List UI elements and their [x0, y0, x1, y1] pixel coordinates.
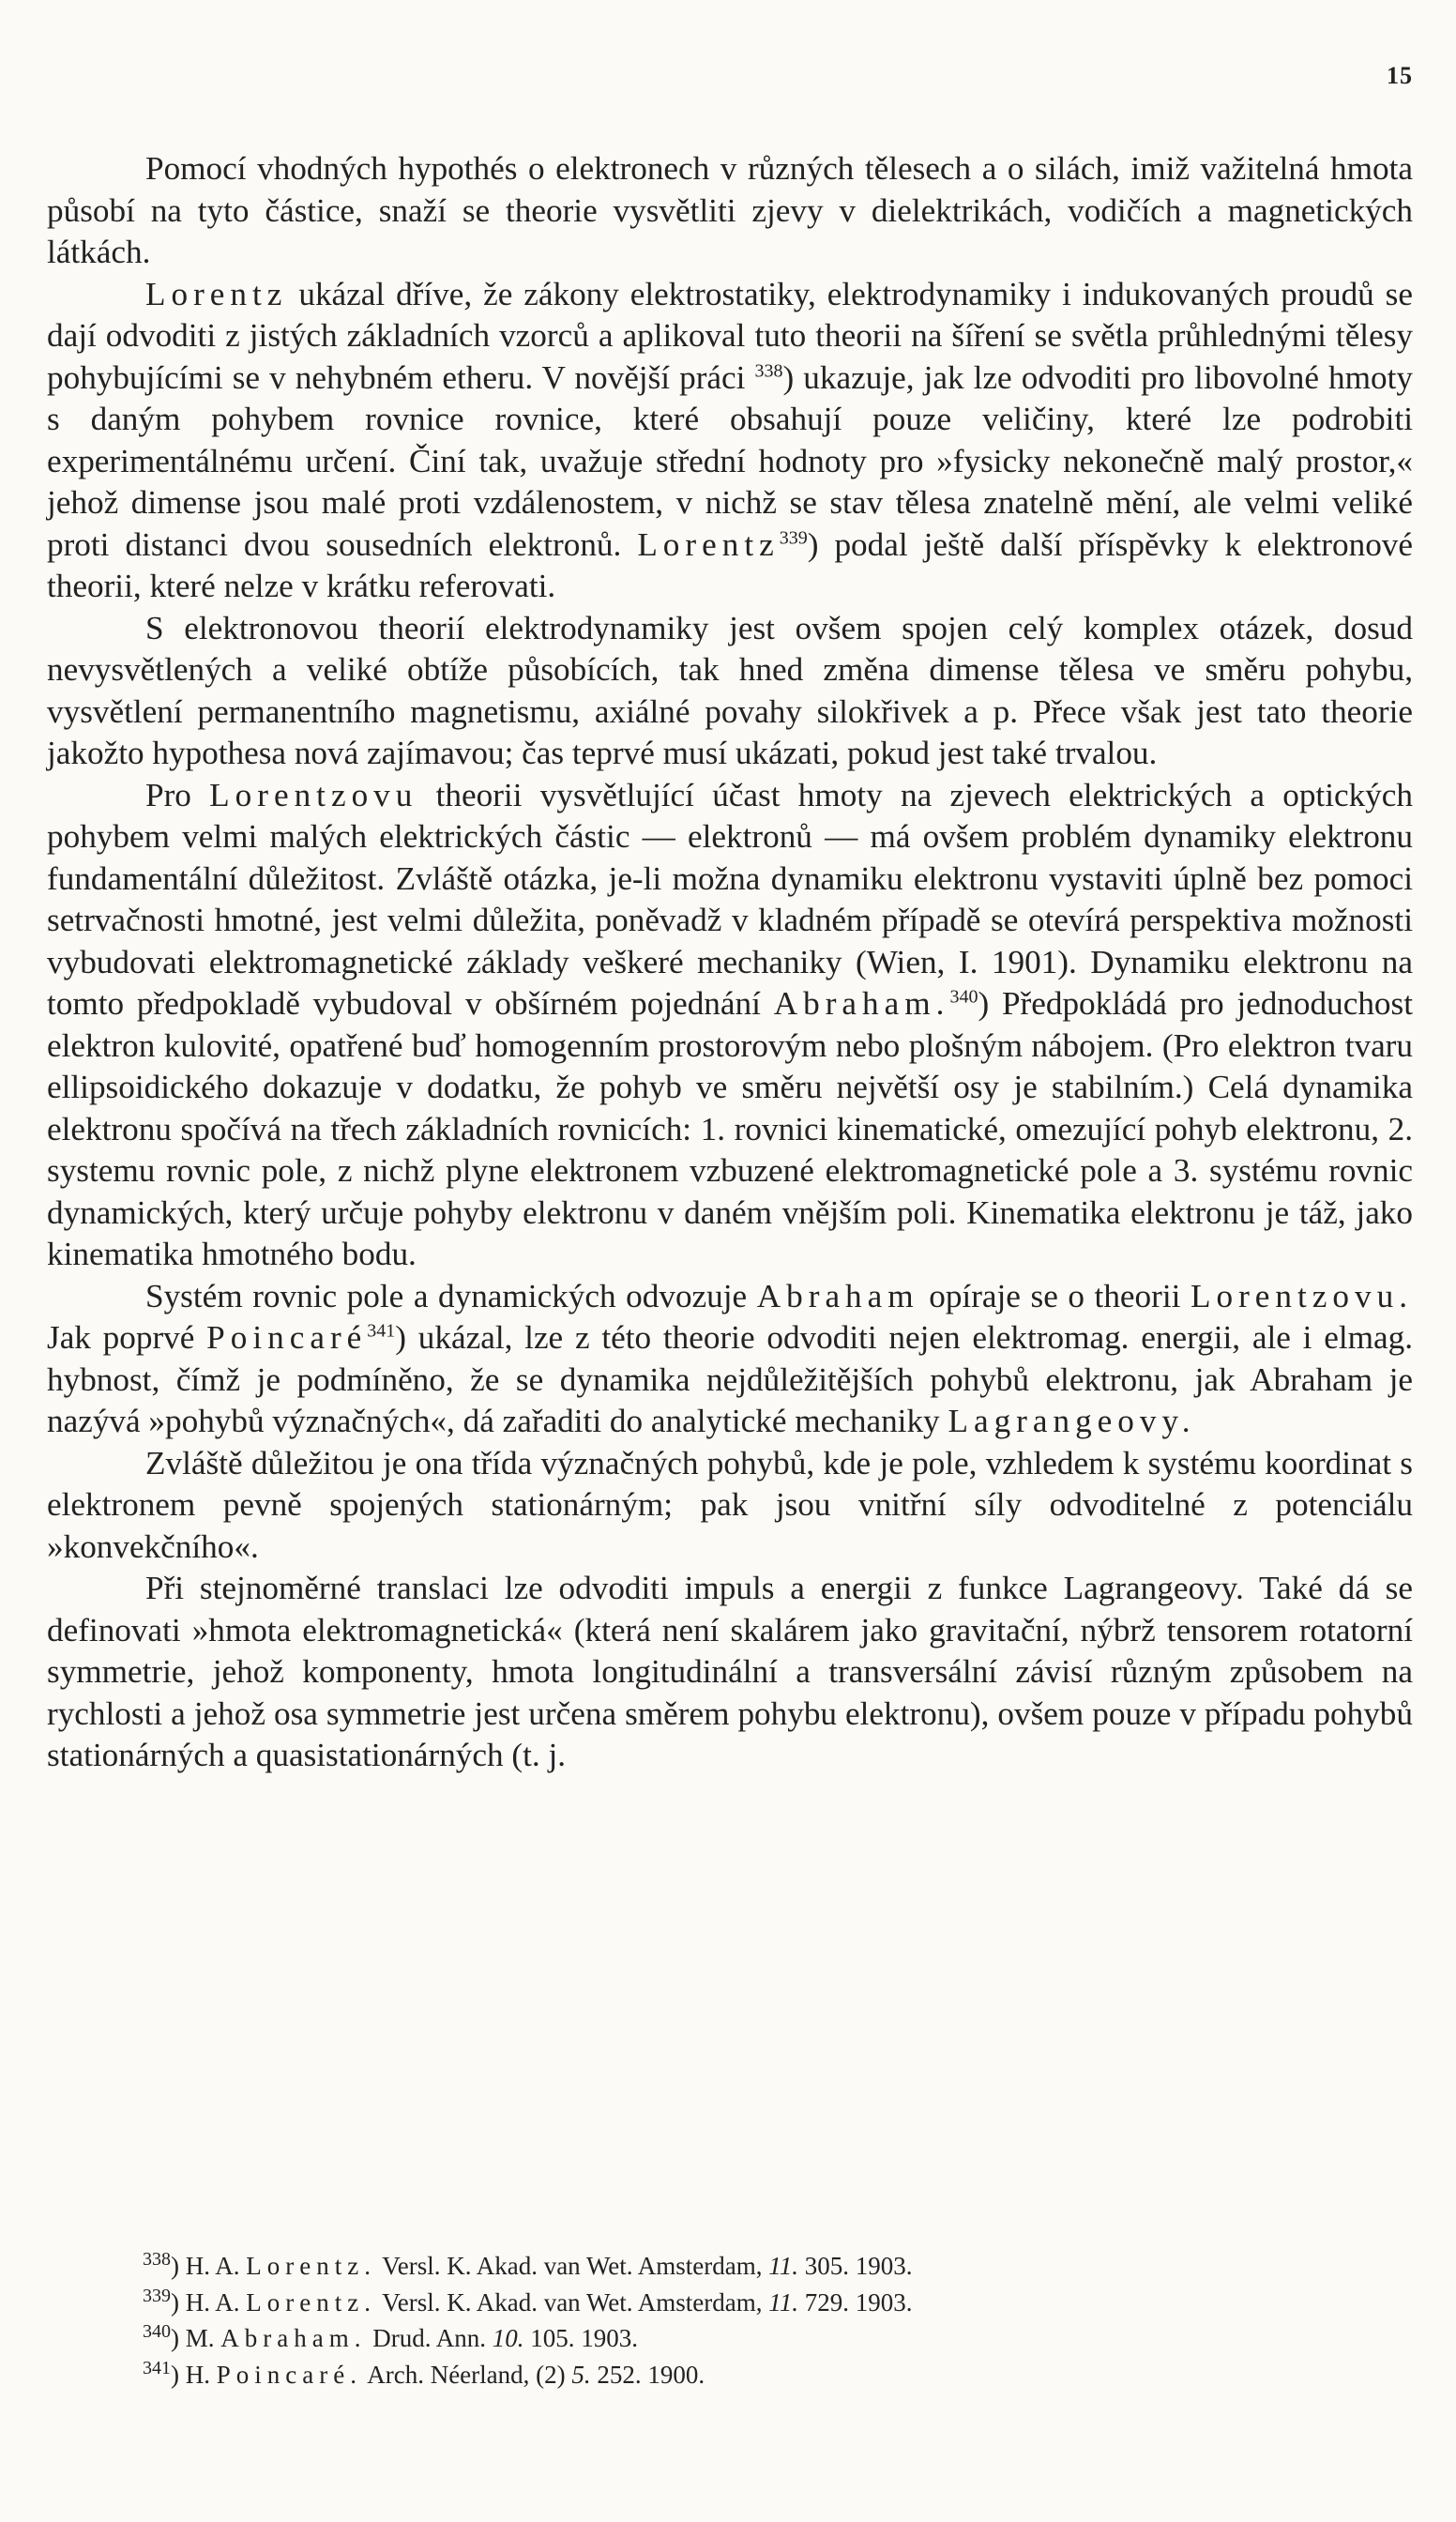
text-run: ) ukazuje, jak lze odvoditi pro libovolné hmoty s daným pohybem rovnice rovnice, které obsahují pouze veličiny, které lze podrobiti experimentálnému určení. Činí tak, uvažuje střední hodnoty pro »fysicky nekonečně malý prostor,« jehož dimense jsou malé proti vzdálenostem, v nichž se stav tělesa znatelně mění, ale velmi veliké proti distanci dvou sousedních elektronů.	[47, 358, 1413, 563]
footnote-ref-338[interactable]: 338	[754, 359, 783, 381]
footnote-text: ) H.	[171, 2360, 217, 2389]
footnote-author: Lorentz.	[246, 2287, 376, 2317]
footnote-339	[143, 2285, 1362, 2321]
text-run: ukázal dříve, že zákony elektrostatiky, elektrodynamiky i indukovaných proudů se dají odvoditi z jistých základních vzorců a aplikoval tuto theorii na šíření se světla průhlednými tělesy pohybujícími se v nehybném etheru. V novější práci	[47, 275, 1413, 396]
footnote-author: Poincaré.	[216, 2360, 362, 2389]
footnote-number: 338	[143, 2249, 171, 2270]
footnote-text: 252. 1900.	[590, 2360, 705, 2389]
author-name: Lorentzovu	[209, 776, 418, 813]
paragraph-2	[47, 274, 1413, 608]
text-run: ) ukázal, lze z této theorie odvoditi nejen elektromag. energii, ale i elmag. hybnost, čímž je podmíněno, že se dynamika nejdůležitějších pohybů elektronu, jak Abraham je nazývá »pohybů význačných«, dá zařaditi do analytické mechaniky	[47, 1319, 1413, 1439]
footnote-number: 340	[143, 2321, 171, 2342]
author-name: Lorentz	[637, 525, 780, 563]
body-text	[47, 148, 1413, 1777]
paragraph-5	[47, 1276, 1413, 1443]
page-number: 15	[1387, 62, 1413, 89]
footnote-text: ) H. A.	[171, 2252, 247, 2280]
paragraph-4	[47, 775, 1413, 1276]
paragraph-6: Zvláště důležitou je ona třída význačných pohybů, kde je pole, vzhledem k systému koordinat s elektronem pevně spojených stationárným; pak jsou vnitřní síly odvoditelné z potenciálu »konvekčního«.	[47, 1444, 1413, 1565]
footnote-341	[143, 2357, 1362, 2393]
text-run: Systém rovnic pole a dynamických odvozuje	[145, 1277, 757, 1314]
footnote-volume: 10.	[492, 2324, 524, 2352]
footnote-text: ) M.	[171, 2324, 221, 2352]
footnote-number: 339	[143, 2285, 171, 2306]
footnote-text: 729. 1903.	[797, 2287, 913, 2317]
footnote-volume: 11.	[768, 2252, 798, 2280]
footnote-ref-340[interactable]: 340	[949, 986, 978, 1008]
paragraph-3: S elektronovou theorií elektrodynamiky jest ovšem spojen celý komplex otázek, dosud nevysvětlených a veliké obtíže působících, tak hned změna dimense tělesa ve směru pohybu, vysvětlení permanentního magnetismu, axiálné povahy silokřivek a p. Přece však jest tato theorie jakožto hypothesa nová zajímavou; čas teprvé musí ukázati, pokud jest také trvalou.	[47, 609, 1413, 771]
footnotes	[143, 2248, 1362, 2393]
footnote-author: Abraham.	[220, 2324, 367, 2352]
footnote-text: Versl. K. Akad. van Wet. Amsterdam,	[375, 2252, 769, 2280]
footnote-text: Arch. Néerland, (2)	[361, 2360, 572, 2389]
footnote-volume: 5.	[571, 2360, 591, 2389]
footnote-number: 341	[143, 2357, 171, 2378]
footnote-text: 305. 1903.	[797, 2252, 913, 2280]
text-run: ) Předpokládá pro jednoduchost elektron kulovité, opatřené buď homogenním prostorovým nebo plošným nábojem. (Pro elektron tvaru ellipsoidického dokazuje v dodatku, že pohyb ve směru největší osy je stabilním.) Celá dynamika elektronu spočívá na třech základních rovnicích: 1. rovnici kinematické, omezující pohyb elektronu, 2. systemu rovnic pole, z nichž plyne elektronem vzbuzené elektromagnetické pole a 3. systému rovnic dynamických, který určuje pohyby elektronu v daném vnějším poli. Kinematika elektronu je táž, jako kinematika hmotného bodu.	[47, 985, 1413, 1272]
text-run: Pro	[145, 776, 210, 813]
author-name: Lorentzovu.	[1191, 1277, 1413, 1314]
text-run: Jak poprvé	[47, 1319, 207, 1356]
footnote-volume: 11.	[768, 2287, 798, 2317]
text-run: theorii vysvětlující účast hmoty na zjevech elektrických a optických pohybem velmi malých elektrických částic — elektronů — má ovšem problém dynamiky elektronu fundamentální důležitost. Zvláště otázka, je-li možna dynamiku elektronu vystaviti úplně bez pomoci setrvačnosti hmotné, jest velmi důležita, poněvadž v kladném případě se otevírá perspektiva možnosti vybudovati elektromagnetické základy veškeré mechaniky (Wien, I. 1901). Dynamiku elektronu na tomto předpokladě vybudoval v obšírném pojednání	[47, 776, 1413, 1022]
footnote-338	[143, 2248, 1362, 2285]
footnote-text: ) H. A.	[171, 2287, 247, 2317]
footnote-ref-339[interactable]: 339	[779, 526, 808, 548]
footnote-text: 105. 1903.	[523, 2324, 638, 2352]
footnote-ref-341[interactable]: 341	[367, 1320, 396, 1342]
text-run: ) podal ještě další příspěvky k elektronové theorii, které nelze v krátku referovati.	[47, 525, 1414, 604]
footnote-text: Versl. K. Akad. van Wet. Amsterdam,	[375, 2287, 769, 2317]
paragraph-1: Pomocí vhodných hypothés o elektronech v různých tělesech a o silách, imiž važitelná hmota působí na tyto částice, snaží se theorie vysvětliti zjevy v dielektrikách, vodičích a magnetických látkách.	[47, 150, 1413, 270]
author-name: Abraham	[756, 1277, 919, 1314]
author-name: Lorentz	[145, 275, 288, 312]
paragraph-7: Při stejnoměrné translaci lze odvoditi impuls a energii z funkce Lagrangeovy. Také dá se definovati »hmota elektromagnetická« (která není skalárem jako gravitační, nýbrž tensorem rotatorní symmetrie, jehož komponenty, hmota longitudinální a transversální závisí různým způsobem na rychlosti a jehož osa symmetrie jest určena směrem pohybu elektronu), ovšem pouze v případu pohybů stationárných a quasistationárných (t. j.	[47, 1570, 1413, 1773]
footnote-author: Lorentz.	[246, 2252, 376, 2280]
footnote-340	[143, 2320, 1362, 2357]
author-name: Poincaré	[206, 1319, 368, 1356]
text-run: opíraje se o theorii	[918, 1277, 1191, 1314]
author-name: Abraham.	[773, 985, 950, 1022]
footnote-text: Drud. Ann.	[366, 2324, 493, 2352]
author-name: Lagrangeovy.	[948, 1403, 1196, 1439]
